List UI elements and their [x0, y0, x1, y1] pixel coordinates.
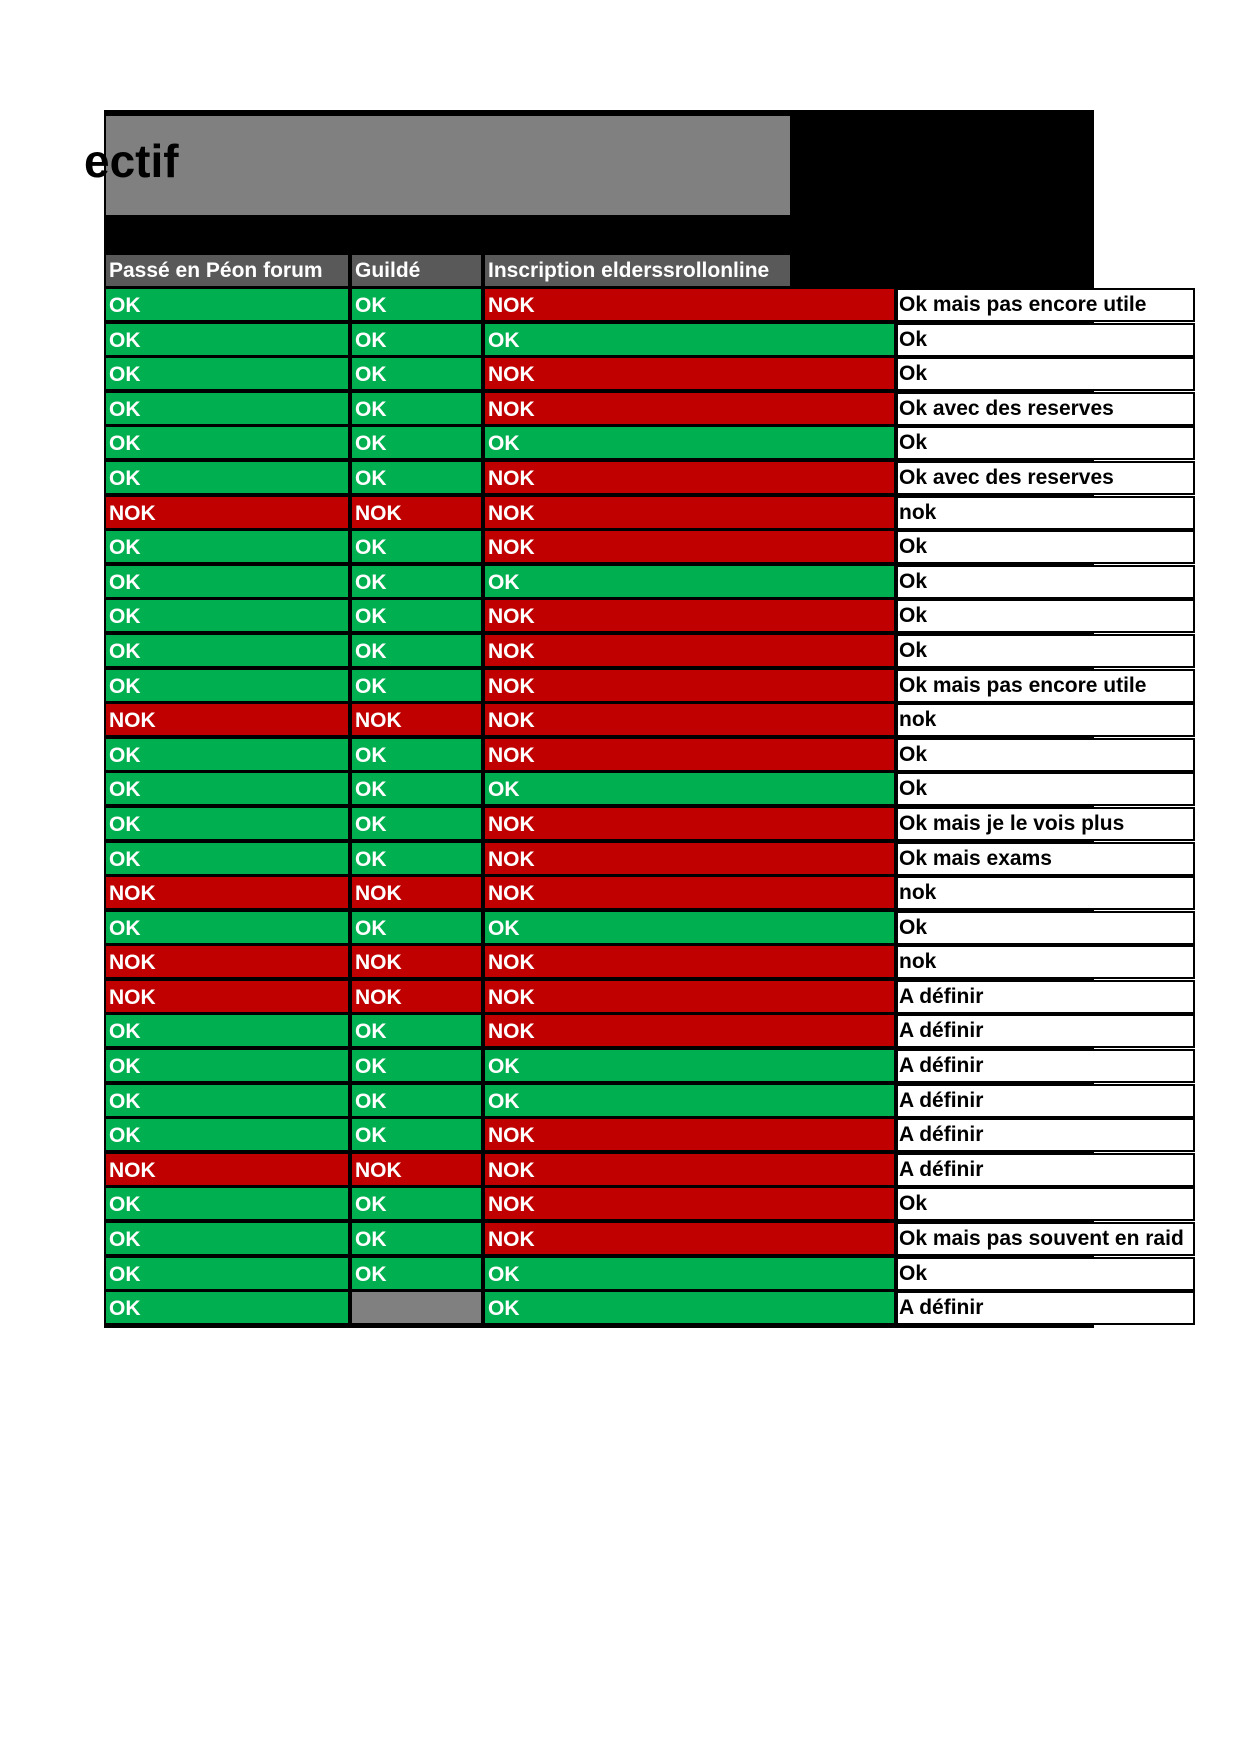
table-row [104, 842, 1094, 877]
cell-inscription: NOK [485, 808, 894, 839]
cell-inscription: NOK [485, 1119, 894, 1150]
table-row [104, 634, 1094, 669]
cell-comment: Ok mais pas souvent en raid [896, 1222, 1195, 1256]
table-row [104, 911, 1094, 946]
cell-inscription: NOK [485, 1188, 894, 1219]
cell-inscription: OK [485, 773, 894, 804]
cell-forum: OK [106, 912, 348, 943]
cell-guilde: OK [352, 843, 481, 874]
cell-inscription: NOK [485, 1154, 894, 1185]
cell-comment: Ok mais je le vois plus [896, 807, 1195, 841]
cell-guilde: OK [352, 739, 481, 770]
cell-forum: OK [106, 531, 348, 562]
table-row [104, 807, 1125, 842]
cell-forum: NOK [106, 1154, 348, 1185]
cell-inscription: OK [485, 427, 894, 458]
cell-guilde: OK [352, 427, 481, 458]
cell-inscription: NOK [485, 393, 894, 424]
cell-comment: Ok [896, 911, 1195, 945]
cell-comment: A définir [896, 1049, 1195, 1083]
table-row [104, 599, 1094, 634]
cell-forum: OK [106, 427, 348, 458]
cell-comment: Ok [896, 357, 1195, 391]
table-row [104, 565, 1094, 600]
table-row [104, 703, 1094, 738]
cell-guilde: OK [352, 1119, 481, 1150]
cell-forum: OK [106, 324, 348, 355]
cell-forum: NOK [106, 946, 348, 977]
cell-guilde: OK [352, 1015, 481, 1046]
table-row [104, 1014, 1094, 1049]
cell-forum: OK [106, 1223, 348, 1254]
table-row [104, 392, 1114, 427]
cell-inscription: NOK [485, 497, 894, 528]
cell-inscription: NOK [485, 704, 894, 735]
cell-guilde: OK [352, 289, 481, 320]
cell-inscription: NOK [485, 1015, 894, 1046]
cell-comment: Ok mais pas encore utile [896, 288, 1195, 322]
cell-forum: NOK [106, 497, 348, 528]
table-row [104, 980, 1094, 1015]
cell-forum: OK [106, 1292, 348, 1323]
cell-comment: Ok [896, 426, 1195, 460]
cell-inscription: NOK [485, 635, 894, 666]
cell-guilde: OK [352, 600, 481, 631]
cell-guilde: NOK [352, 1154, 481, 1185]
cell-inscription: OK [485, 324, 894, 355]
cell-inscription: NOK [485, 739, 894, 770]
cell-forum: OK [106, 1188, 348, 1219]
sheet-title: ectif [84, 135, 179, 187]
cell-guilde: OK [352, 1223, 481, 1254]
cell-forum: NOK [106, 981, 348, 1012]
cell-comment: Ok mais pas encore utile [896, 669, 1195, 703]
cell-comment: Ok [896, 599, 1195, 633]
cell-comment: Ok [896, 1187, 1195, 1221]
cell-guilde: NOK [352, 981, 481, 1012]
table-row [104, 288, 1147, 323]
cell-comment: Ok [896, 738, 1195, 772]
cell-forum: OK [106, 566, 348, 597]
cell-forum: OK [106, 773, 348, 804]
cell-inscription: OK [485, 1085, 894, 1116]
cell-forum: OK [106, 1050, 348, 1081]
table-row [104, 1257, 1094, 1292]
cell-comment: A définir [896, 980, 1195, 1014]
cell-inscription: NOK [485, 1223, 894, 1254]
cell-comment: Ok [896, 772, 1195, 806]
cell-comment: Ok avec des reserves [896, 461, 1195, 495]
cell-comment: A définir [896, 1118, 1195, 1152]
table-row [104, 945, 1094, 980]
cell-guilde: OK [352, 462, 481, 493]
cell-forum: OK [106, 393, 348, 424]
cell-inscription: OK [485, 1258, 894, 1289]
cell-comment: Ok avec des reserves [896, 392, 1195, 426]
cell-guilde: OK [352, 773, 481, 804]
table-row [104, 1118, 1094, 1153]
cell-forum: OK [106, 808, 348, 839]
cell-guilde: OK [352, 531, 481, 562]
table-row [104, 323, 1094, 358]
cell-guilde: OK [352, 1258, 481, 1289]
cell-guilde: OK [352, 1050, 481, 1081]
cell-comment: A définir [896, 1153, 1195, 1187]
cell-inscription: NOK [485, 289, 894, 320]
table-row [104, 1187, 1094, 1222]
cell-guilde: OK [352, 1188, 481, 1219]
cell-comment: A définir [896, 1084, 1195, 1118]
cell-comment: A définir [896, 1014, 1195, 1048]
cell-inscription: NOK [485, 462, 894, 493]
table-row [104, 496, 1094, 531]
table-row [104, 1291, 1094, 1326]
cell-comment: Ok [896, 565, 1195, 599]
cell-guilde: OK [352, 358, 481, 389]
cell-guilde: OK [352, 1085, 481, 1116]
cell-forum: OK [106, 635, 348, 666]
cell-forum: OK [106, 600, 348, 631]
cell-guilde: OK [352, 324, 481, 355]
cell-forum: OK [106, 289, 348, 320]
cell-inscription: NOK [485, 843, 894, 874]
cell-forum: OK [106, 1258, 348, 1289]
cell-forum: OK [106, 670, 348, 701]
cell-forum: OK [106, 739, 348, 770]
table-row [104, 1153, 1094, 1188]
header-inscription: Inscription elderssrollonline [485, 255, 790, 286]
cell-comment: nok [896, 703, 1195, 737]
table-row [104, 1222, 1184, 1257]
cell-comment: Ok [896, 530, 1195, 564]
cell-forum: OK [106, 1119, 348, 1150]
cell-comment: nok [896, 496, 1195, 530]
cell-comment: A définir [896, 1291, 1195, 1325]
header-passe-en-peon-forum: Passé en Péon forum [106, 255, 348, 286]
cell-inscription: OK [485, 1292, 894, 1323]
cell-guilde: OK [352, 393, 481, 424]
cell-forum: NOK [106, 704, 348, 735]
table-row [104, 1084, 1094, 1119]
cell-comment: Ok [896, 323, 1195, 357]
status-table [104, 288, 1184, 1326]
table-row [104, 357, 1094, 392]
cell-comment: Ok mais exams [896, 842, 1195, 876]
cell-guilde [352, 1292, 481, 1323]
cell-inscription: OK [485, 912, 894, 943]
cell-inscription: NOK [485, 358, 894, 389]
table-row [104, 669, 1147, 704]
cell-inscription: NOK [485, 981, 894, 1012]
table-row [104, 461, 1114, 496]
table-row [104, 1049, 1094, 1084]
cell-inscription: NOK [485, 531, 894, 562]
table-row [104, 530, 1094, 565]
cell-inscription: NOK [485, 877, 894, 908]
cell-inscription: NOK [485, 670, 894, 701]
cell-forum: OK [106, 1015, 348, 1046]
cell-forum: NOK [106, 877, 348, 908]
table-row [104, 738, 1094, 773]
table-row [104, 426, 1094, 461]
cell-guilde: OK [352, 566, 481, 597]
cell-inscription: OK [485, 1050, 894, 1081]
cell-inscription: OK [485, 566, 894, 597]
header-guilde: Guildé [352, 255, 481, 286]
title-bar [84, 116, 790, 215]
cell-forum: OK [106, 462, 348, 493]
cell-inscription: NOK [485, 946, 894, 977]
cell-guilde: NOK [352, 946, 481, 977]
cell-comment: nok [896, 945, 1195, 979]
cell-forum: OK [106, 843, 348, 874]
cell-comment: Ok [896, 634, 1195, 668]
cell-forum: OK [106, 1085, 348, 1116]
cell-comment: Ok [896, 1257, 1195, 1291]
cell-guilde: NOK [352, 704, 481, 735]
cell-guilde: OK [352, 670, 481, 701]
cell-guilde: OK [352, 912, 481, 943]
cell-comment: nok [896, 876, 1195, 910]
cell-forum: OK [106, 358, 348, 389]
cell-guilde: OK [352, 635, 481, 666]
cell-guilde: NOK [352, 877, 481, 908]
table-row [104, 772, 1094, 807]
cell-guilde: NOK [352, 497, 481, 528]
cell-inscription: NOK [485, 600, 894, 631]
table-row [104, 876, 1094, 911]
cell-guilde: OK [352, 808, 481, 839]
